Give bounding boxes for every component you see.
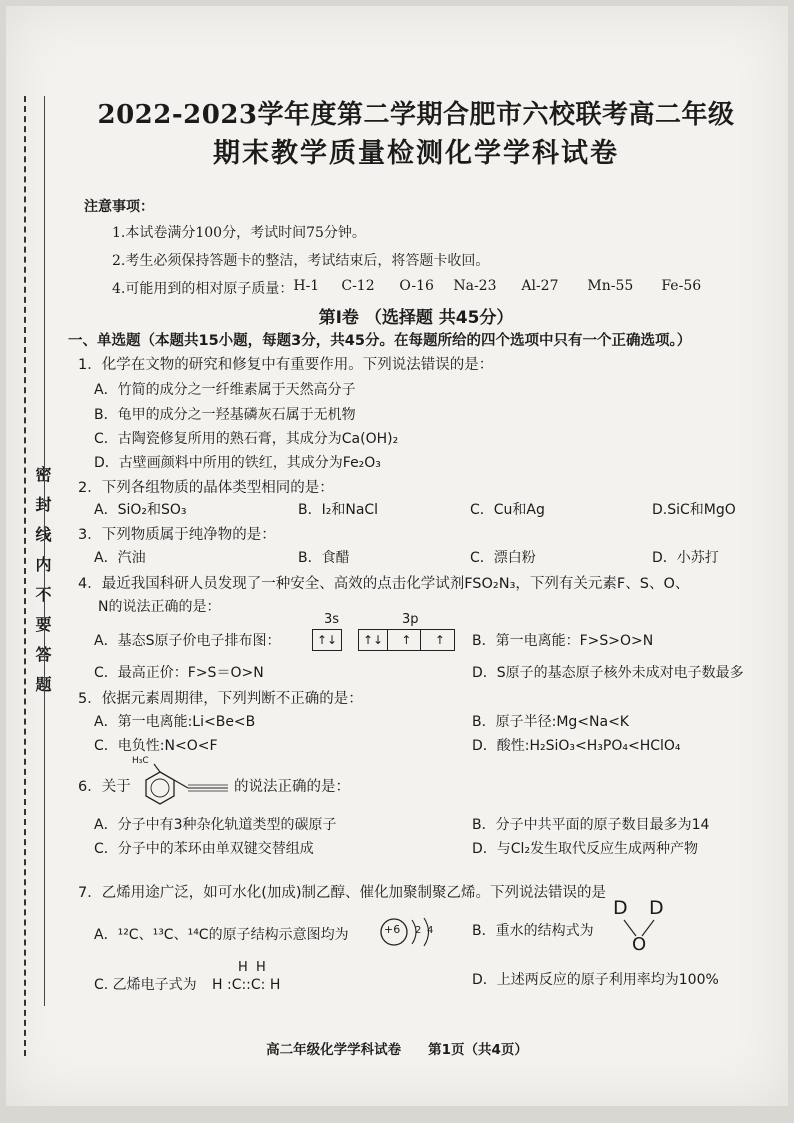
ethynyltoluene-structure-icon — [140, 762, 232, 808]
q4-option-c: C．最高正价：F>S＝O>N — [94, 665, 264, 681]
question-4-stem-line1: 4．最近我国科研人员发现了一种安全、高效的点击化学试剂FSO₂N₃，下列有关元素F、S、O、 — [78, 576, 690, 592]
q2-option-b: B．I₂和NaCl — [298, 502, 379, 518]
water-deuterium-1: D — [613, 897, 628, 919]
water-deuterium-2: D — [649, 897, 664, 919]
notice-block — [84, 196, 701, 298]
electron-single: ↑ — [392, 630, 421, 650]
q2-option-a: A．SiO₂和SO₃ — [94, 502, 187, 518]
q1-option-a: A．竹简的成分之一纤维素属于天然高分子 — [94, 382, 356, 398]
section-instructions: 一、单选题（本题共15小题，每题3分，共45分。在每题所给的四个选项中只有一个正确选项。） — [68, 333, 692, 349]
electron-single: ↑ — [434, 633, 445, 647]
atom-mass: Al-27 — [521, 278, 559, 294]
q7-option-c: C. 乙烯电子式为 — [94, 977, 197, 993]
orbital-3s-box — [312, 629, 342, 651]
exam-title-line1: 2022-2023学年度第二学期合肥市六校联考高二年级 — [97, 100, 735, 130]
q2-option-c: C．Cu和Ag — [470, 502, 545, 518]
question-2-stem: 2．下列各组物质的晶体类型相同的是： — [78, 480, 334, 496]
dashed-seal-line — [24, 96, 26, 1056]
q1-option-c: C．古陶瓷修复所用的熟石膏，其成分为Ca(OH)₂ — [94, 431, 399, 447]
question-7-stem: 7．乙烯用途广泛，如可水化(加成)制乙醇、催化加聚制聚乙烯。下列说法错误的是 — [78, 885, 607, 901]
q3-option-b: B．食醋 — [298, 550, 350, 566]
seal-margin — [14, 96, 54, 1056]
shell-2-count: 4 — [427, 925, 434, 936]
q4-option-d: D．S原子的基态原子核外未成对电子数最多 — [472, 665, 744, 681]
atom-mass: Na-23 — [453, 278, 497, 294]
margin-line — [44, 96, 45, 1006]
q5-option-a: A．第一电离能:Li<Be<B — [94, 714, 256, 730]
orbital-3p-label: 3p — [402, 612, 419, 627]
q3-option-a: A．汽油 — [94, 550, 146, 566]
question-1-stem: 1．化学在文物的研究和修复中有重要作用。下列说法错误的是： — [78, 357, 494, 373]
question-6-stem-pre: 6．关于 — [78, 779, 131, 795]
ethylene-top-hydrogens: H H — [238, 960, 266, 975]
q2-option-d: D.SiC和MgO — [652, 502, 736, 518]
question-4-stem-line2: N的说法正确的是： — [98, 599, 221, 615]
section-title: 第Ⅰ卷 （选择题 共45分） — [318, 308, 514, 328]
orbital-3s-label: 3s — [324, 612, 340, 627]
question-3-stem: 3．下列物质属于纯净物的是： — [78, 527, 276, 543]
q6-option-b: B．分子中共平面的原子数目最多为14 — [472, 817, 710, 833]
exam-title-line2: 期末教学质量检测化学学科试卷 — [213, 138, 619, 169]
orbital-3p-box — [358, 629, 455, 651]
atom-mass: H-1 — [293, 278, 320, 294]
q4-option-b: B．第一电离能：F>S>O>N — [472, 633, 654, 649]
notice-item-1: 1.本试卷满分100分，考试时间75分钟。 — [112, 225, 366, 241]
q4-option-a: A．基态S原子价电子排布图： — [94, 633, 281, 649]
electron-pair: ↑↓ — [316, 633, 338, 647]
q1-option-d: D．古壁画颜料中所用的铁红，其成分为Fe₂O₃ — [94, 455, 381, 471]
ethylene-electron-formula: H :C::C: H — [212, 977, 281, 993]
q7-option-a: A．¹²C、¹³C、¹⁴C的原子结构示意图均为 — [94, 927, 349, 943]
q7-option-b: B．重水的结构式为 — [472, 923, 594, 939]
q5-option-b: B．原子半径:Mg<Na<K — [472, 714, 629, 730]
question-5-stem: 5．依据元素周期律，下列判断不正确的是： — [78, 691, 363, 707]
atom-mass: Fe-56 — [661, 278, 702, 294]
notice-item-2: 2.考生必须保持答题卡的整洁，考试结束后，将答题卡收回。 — [112, 253, 490, 269]
q5-option-d: D．酸性:H₂SiO₃<H₃PO₄<HClO₄ — [472, 738, 681, 754]
q6-option-a: A．分子中有3种杂化轨道类型的碳原子 — [94, 817, 337, 833]
water-oxygen: O — [632, 934, 647, 955]
question-6-stem-post: 的说法正确的是： — [234, 779, 350, 795]
q5-option-c: C．电负性:N<O<F — [94, 738, 218, 754]
shell-1-count: 2 — [415, 925, 422, 936]
molecule-methyl-label: H₃C — [132, 756, 149, 766]
exam-sheet — [6, 6, 788, 1106]
notice-heading: 注意事项： — [84, 199, 154, 215]
atom-mass: O-16 — [399, 278, 434, 294]
q6-option-c: C．分子中的苯环由单双键交替组成 — [94, 841, 314, 857]
notice-item-4-label: 4.可能用到的相对原子质量： — [112, 281, 294, 297]
q1-option-b: B．龟甲的成分之一羟基磷灰石属于无机物 — [94, 407, 356, 423]
atom-mass: C-12 — [341, 278, 375, 294]
q6-option-d: D．与Cl₂发生取代反应生成两种产物 — [472, 841, 699, 857]
nucleus-charge: +6 — [384, 923, 401, 936]
notice-item-4 — [112, 278, 701, 298]
q3-option-c: C．漂白粉 — [470, 550, 536, 566]
atom-mass: Mn-55 — [587, 278, 634, 294]
page-footer: 高二年级化学学科试卷 第1页（共4页） — [266, 1042, 528, 1058]
electron-pair: ↑↓ — [359, 630, 388, 650]
seal-text: 密封线内不要答题 — [33, 466, 52, 706]
q3-option-d: D．小苏打 — [652, 550, 719, 566]
q7-option-d: D．上述两反应的原子利用率均为100% — [472, 972, 719, 988]
